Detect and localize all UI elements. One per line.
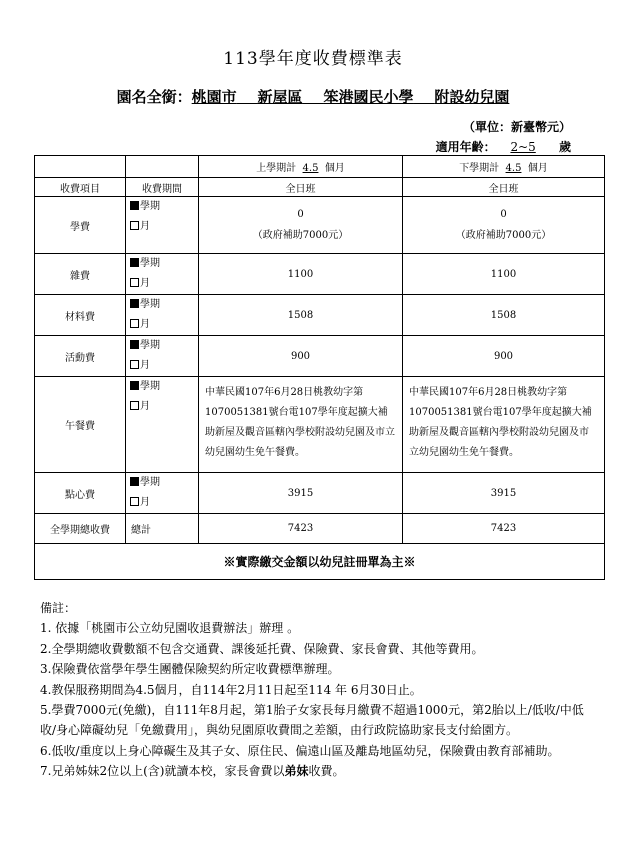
misc-semester2: 1100 [403,254,605,295]
period-checkboxes: 學期 月 [126,473,199,514]
period-checkboxes: 學期 月 [126,377,199,473]
age-label: 適用年齡： [435,140,496,154]
table-row [35,514,605,544]
checked-checkbox-icon [130,340,139,349]
period-checkboxes: 學期 月 [126,336,199,377]
row-label-activity: 活動費 [35,336,126,377]
lunch-semester1: 中華民國107年6月28日桃教幼字第1070051381號台電107學年度起擴大補助新屋及觀音區轄內學校附設幼兒園及市立幼兒園幼生免午餐費。 [199,377,403,473]
emphasis-text: 弟妹 [284,764,309,779]
page-title: 113學年度收費標準表 [223,49,403,69]
total-period: 總計 [126,514,199,544]
tuition-semester1: 0 （政府補助7000元） [199,197,403,254]
payment-note: ※實際繳交金額以幼兒註冊單為主※ [35,544,605,580]
row-label-snack: 點心費 [35,473,126,514]
table-row [35,544,605,580]
checked-checkbox-icon [130,258,139,267]
checked-checkbox-icon [130,201,139,210]
period-checkboxes: 學期 月 [126,254,199,295]
row-label-tuition: 學費 [35,197,126,254]
table-row [35,156,605,178]
material-semester1: 1508 [199,295,403,336]
row-label-material: 材料費 [35,295,126,336]
misc-semester1: 1100 [199,254,403,295]
row-label-lunch: 午餐費 [35,377,126,473]
total-semester1: 7423 [199,514,403,544]
class-type-1: 全日班 [199,178,403,197]
table-row [35,254,605,295]
remarks-heading: 備註： [40,601,77,615]
unchecked-checkbox-icon [130,319,139,328]
total-semester2: 7423 [403,514,605,544]
table-row [35,178,605,197]
snack-semester2: 3915 [403,473,605,514]
checked-checkbox-icon [130,299,139,308]
checked-checkbox-icon [130,381,139,390]
age-value: 2~5 [510,140,536,154]
unchecked-checkbox-icon [130,221,139,230]
table-row [35,377,605,473]
currency-unit: （單位：新臺幣元） [462,120,571,134]
table-row [35,295,605,336]
tuition-semester2: 0 （政府補助7000元） [403,197,605,254]
remark-item: 5.學費7000元(免繳)，自111年8月起，第1胎子女家長每月繳費不超過1000元，第2胎以上/低收/中低收/身心障礙幼兒「免繳費用」，與幼兒園原收費間之差額，由行政院協助家長支付給園方。 [40,703,584,738]
unchecked-checkbox-icon [130,401,139,410]
snack-semester1: 3915 [199,473,403,514]
remark-item: 6.低收/重度以上身心障礙生及其子女、原住民、偏遠山區及離島地區幼兒，保險費由教育部補助。 [40,743,560,758]
remark-item: 1. 依據「桃園市公立幼兒園收退費辦法」辦理 。 [40,621,300,636]
semester1-months: 4.5 [302,163,319,174]
class-type-2: 全日班 [403,178,605,197]
row-label-total: 全學期總收費 [35,514,126,544]
activity-semester1: 900 [199,336,403,377]
checked-checkbox-icon [130,477,139,486]
school-district: 新屋區 [257,88,303,106]
unchecked-checkbox-icon [130,278,139,287]
table-row [35,473,605,514]
period-checkboxes: 學期 月 [126,295,199,336]
remarks-section [40,598,585,782]
column-header-item: 收費項目 [35,178,126,197]
table-row [35,336,605,377]
row-label-misc: 雜費 [35,254,126,295]
unchecked-checkbox-icon [130,360,139,369]
school-suffix: 附設幼兒園 [434,88,510,106]
fee-table [34,155,605,580]
school-city: 桃園市 [191,88,237,106]
period-checkboxes: 學期 月 [126,197,199,254]
remark-item: 2.全學期總收費數額不包含交通費、課後延托費、保險費、家長會費、其他等費用。 [40,641,484,656]
material-semester2: 1508 [403,295,605,336]
age-unit: 歲 [558,140,571,154]
semester2-header: 下學期計 4.5 個月 [403,156,605,178]
school-name-prefix: 園名全銜： [116,88,192,106]
remark-item: 4.教保服務期間為4.5個月，自114年2月11日起至114 年 6月30日止。 [40,682,422,697]
unchecked-checkbox-icon [130,497,139,506]
school-full-name [0,86,626,107]
table-row [35,197,605,254]
remark-item: 3.保險費依當學年學生團體保險契約所定收費標準辦理。 [40,662,340,677]
applicable-age [436,138,571,155]
semester1-header: 上學期計 4.5 個月 [199,156,403,178]
school-school: 笨港國民小學 [323,88,414,106]
semester2-months: 4.5 [505,163,522,174]
remark-item: 7.兄弟姊妹2位以上(含)就讀本校，家長會費以弟妹收費。 [40,764,345,779]
activity-semester2: 900 [403,336,605,377]
column-header-period: 收費期間 [126,178,199,197]
lunch-semester2: 中華民國107年6月28日桃教幼字第1070051381號台電107學年度起擴大補助新屋及觀音區轄內學校附設幼兒園及市立幼兒園幼生免午餐費。 [403,377,605,473]
